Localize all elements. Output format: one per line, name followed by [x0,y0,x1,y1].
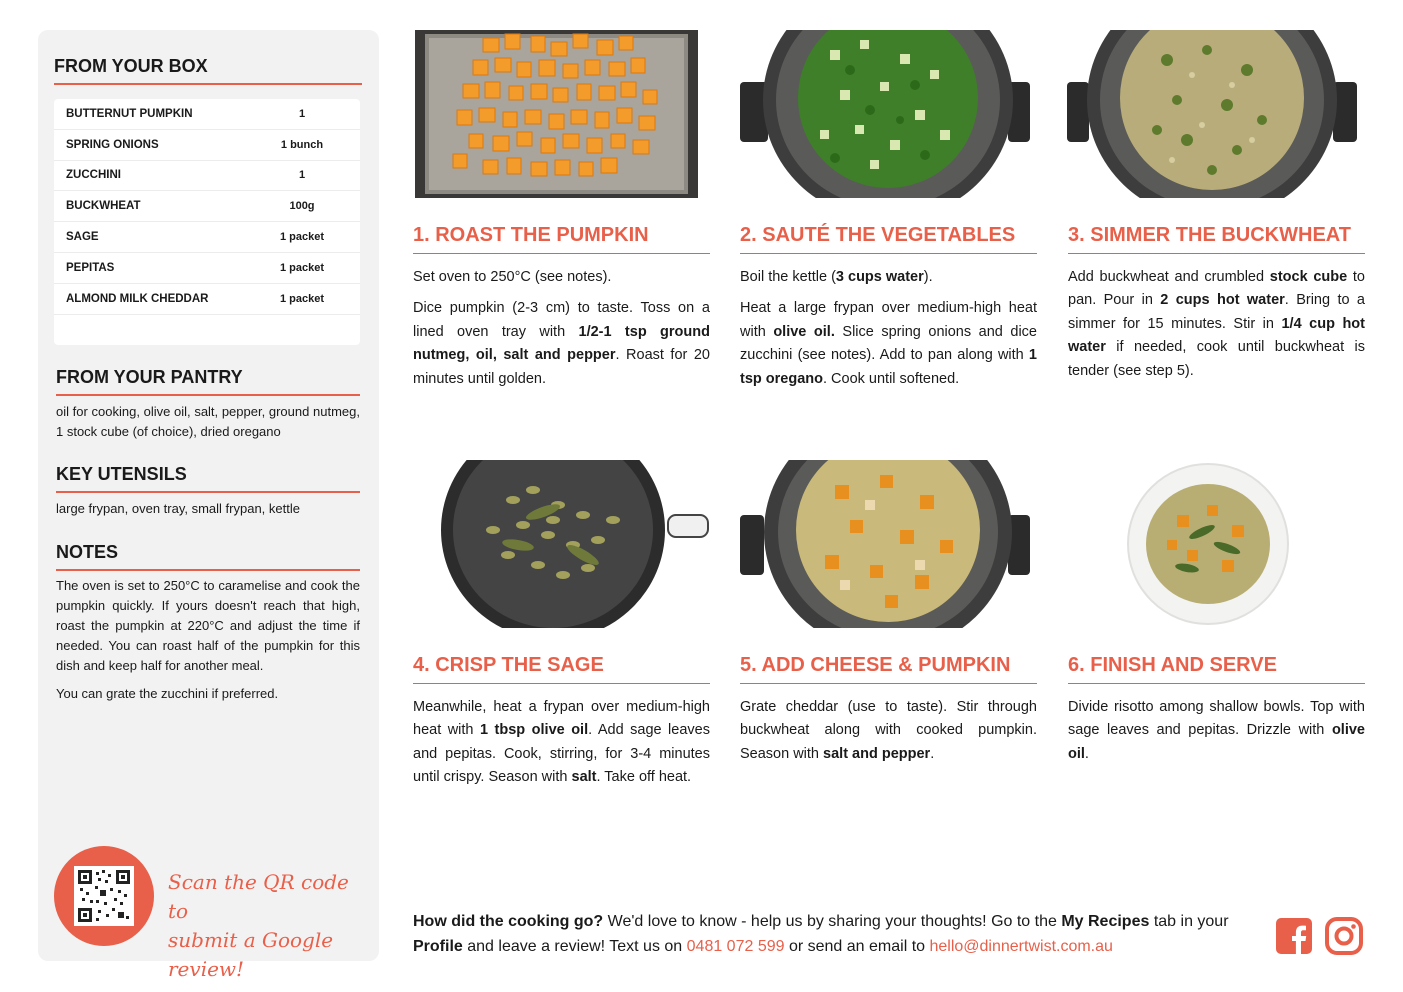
ingredient-qty: 1 [298,107,306,120]
step-2-title: 2. SAUTÉ THE VEGETABLES [740,224,1037,254]
ingredient-qty: 1 packet [279,292,325,305]
ingredient-name: SAGE [66,231,99,244]
instagram-icon[interactable] [1325,917,1363,955]
sidebar [38,30,379,981]
from-your-pantry-title: FROM YOUR PANTRY [56,367,360,396]
ingredient-qty: 1 bunch [280,138,324,151]
step-paragraph: Meanwhile, heat a frypan over medium-high heat with 1 tbsp olive oil. Add sage leaves and pepitas. Cook, stirring, for 3-4 minutes until crispy. Season with salt. Take off heat. [413,699,710,786]
step-paragraph: Boil the kettle (3 cups water). [740,269,933,285]
step-4-title: 4. CRISP THE SAGE [413,654,710,684]
step-paragraph: Heat a large frypan over medium-high heat with olive oil. Slice spring onions and dice zucchini (see notes). Add to pan along with 1 tsp oregano. Cook until softened. [740,300,1037,387]
step-3-photo [1067,30,1364,198]
step-3-text [1068,266,1365,391]
step-2-photo [740,30,1037,198]
step-paragraph: Dice pumpkin (2-3 cm) to taste. Toss on a lined oven tray with 1/2-1 tsp ground nutmeg, oil, salt and pepper. Roast for 20 minutes until golden. [413,300,710,387]
ingredient-name: SPRING ONIONS [66,138,159,151]
step-paragraph: Set oven to 250°C (see notes). [413,269,612,285]
phone-link[interactable]: 0481 072 599 [686,938,785,955]
table-row-empty [54,315,360,345]
table-row [54,222,360,253]
qr-badge [54,846,154,946]
step-5-text [740,696,1037,774]
step-4-text [413,696,710,798]
step-1-text [413,266,710,399]
step-paragraph: Grate cheddar (use to taste). Stir through buckwheat along with cooked pumpkin. Season with salt and pepper. [740,699,1037,762]
ingredient-qty: 1 [298,169,306,182]
notes-paragraph: The oven is set to 250°C to caramelise and cook the pumpkin quickly. If yours doesn't reach that high, roast the pumpkin at 220°C and adjust the time if needed. You can roast half of the pumpkin for this dish and keep half for another meal. [56,578,360,673]
step-6-text [1068,696,1365,774]
ingredient-qty: 1 packet [279,231,325,244]
qr-code-icon[interactable] [74,866,134,926]
ingredient-qty: 1 packet [279,261,325,274]
table-row [54,130,360,161]
ingredient-name: ALMOND MILK CHEDDAR [66,292,209,305]
email-link[interactable]: hello@dinnertwist.com.au [929,938,1113,955]
notes-paragraph: You can grate the zucchini if preferred. [56,686,279,701]
table-row [54,191,360,222]
ingredient-name: BUCKWHEAT [66,200,141,213]
step-6-photo [1067,460,1364,628]
step-paragraph: Add buckwheat and crumbled stock cube to pan. Pour in 2 cups hot water. Bring to a simmer for 15 minutes. Stir in 1/4 cup hot water if needed, cook until buckwheat is tender (see step 5). [1068,269,1365,379]
ingredient-name: PEPITAS [66,261,115,274]
ingredient-qty: 100g [289,200,315,213]
table-row [54,99,360,130]
from-your-box-title: FROM YOUR BOX [54,56,362,85]
step-5-photo [740,460,1037,628]
qr-callout-line: submit a Google review! [168,928,334,981]
pantry-text: oil for cooking, olive oil, salt, pepper, ground nutmeg, 1 stock cube (of choice), dried oregano [56,404,360,439]
key-utensils-title: KEY UTENSILS [56,464,360,493]
ingredient-name: BUTTERNUT PUMPKIN [66,107,193,120]
notes-title: NOTES [56,542,360,571]
step-1-photo [413,30,710,198]
ingredient-name: ZUCCHINI [66,169,121,182]
utensils-text: large frypan, oven tray, small frypan, kettle [56,501,300,516]
step-3-title: 3. SIMMER THE BUCKWHEAT [1068,224,1365,254]
step-1-title: 1. ROAST THE PUMPKIN [413,224,710,254]
qr-callout-line: Scan the QR code to [168,870,349,923]
table-row [54,253,360,284]
table-row [54,284,360,315]
notes-text [56,576,360,712]
qr-review-callout [168,868,368,984]
step-2-text [740,266,1037,399]
step-4-photo [413,460,710,628]
table-row [54,161,360,192]
step-5-title: 5. ADD CHEESE & PUMPKIN [740,654,1037,684]
step-6-title: 6. FINISH AND SERVE [1068,654,1365,684]
ingredients-table [54,99,360,345]
footer-review-prompt: How did the cooking go? We'd love to know - help us by sharing your thoughts! Go to the My Recipes tab in your Profile and leave a review! Text us on 0481 072 599 or send an email to hello@dinnertwist.com.au [413,913,1229,955]
step-paragraph: Divide risotto among shallow bowls. Top with sage leaves and pepitas. Drizzle with olive oil. [1068,699,1365,762]
facebook-icon[interactable] [1275,917,1313,955]
